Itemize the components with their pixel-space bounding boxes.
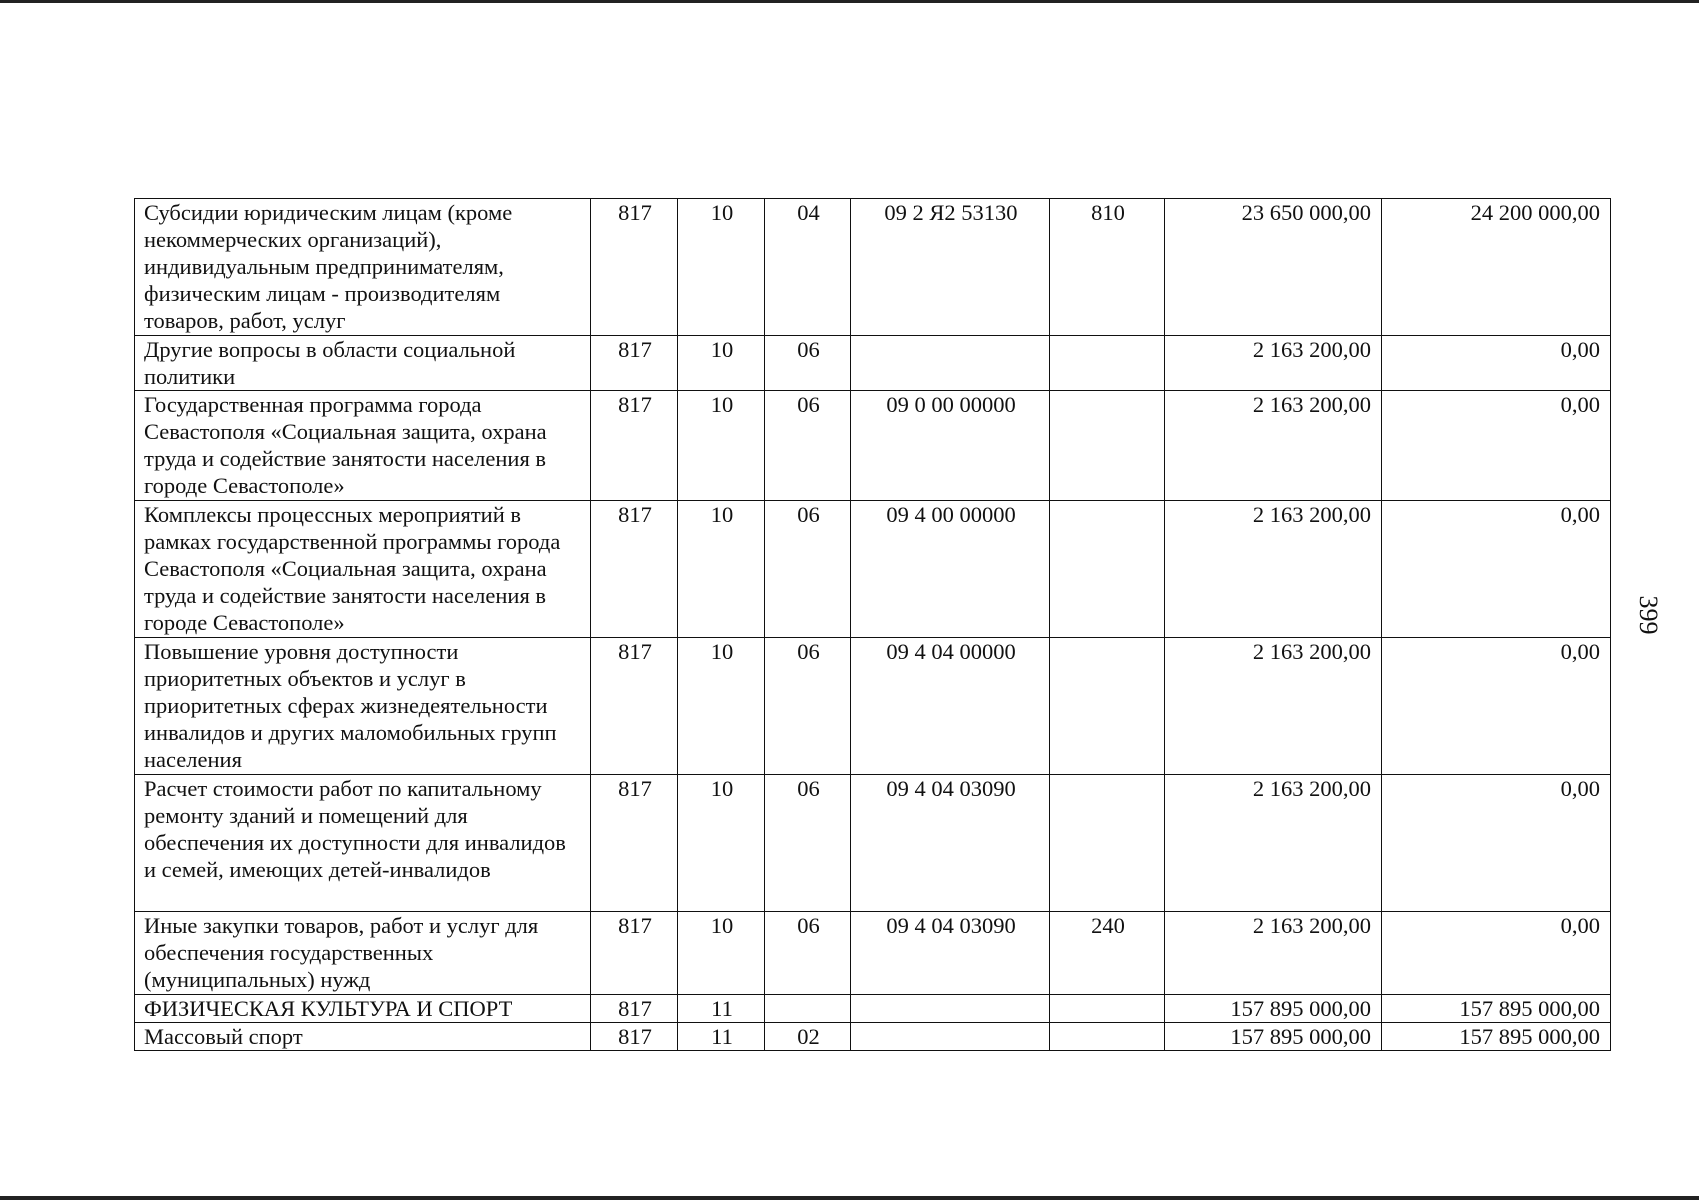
amount-1: 2 163 200,00	[1165, 912, 1382, 995]
table-row	[135, 336, 1611, 391]
ministry-code: 817	[591, 1023, 678, 1051]
ministry-code: 817	[591, 912, 678, 995]
ministry-code: 817	[591, 638, 678, 775]
budget-table	[134, 198, 1611, 1051]
row-name: Субсидии юридическим лицам (кроме некоммерческих организаций), индивидуальным предпринимателям, физическим лицам - производителям товаров, работ, услуг	[135, 199, 591, 336]
target-code: 09 4 04 00000	[851, 638, 1050, 775]
amount-1: 2 163 200,00	[1165, 638, 1382, 775]
row-name: Государственная программа города Севастополя «Социальная защита, охрана труда и содействие занятости населения в городе Севастополе»	[135, 391, 591, 501]
subsection-code: 02	[765, 1023, 851, 1051]
expense-type-code	[1050, 995, 1165, 1023]
scan-edge-top	[0, 0, 1699, 3]
ministry-code: 817	[591, 391, 678, 501]
section-code: 10	[678, 336, 765, 391]
section-code: 10	[678, 501, 765, 638]
expense-type-code	[1050, 1023, 1165, 1051]
expense-type-code	[1050, 775, 1165, 912]
table-row	[135, 912, 1611, 995]
amount-1: 2 163 200,00	[1165, 501, 1382, 638]
target-code	[851, 336, 1050, 391]
section-code: 10	[678, 391, 765, 501]
expense-type-code: 240	[1050, 912, 1165, 995]
expense-type-code	[1050, 336, 1165, 391]
expense-type-code: 810	[1050, 199, 1165, 336]
target-code	[851, 995, 1050, 1023]
target-code: 09 4 00 00000	[851, 501, 1050, 638]
page-number: 399	[1634, 595, 1663, 635]
expense-type-code	[1050, 638, 1165, 775]
section-code: 10	[678, 912, 765, 995]
amount-2: 157 895 000,00	[1382, 995, 1611, 1023]
amount-1: 23 650 000,00	[1165, 199, 1382, 336]
target-code: 09 2 Я2 53130	[851, 199, 1050, 336]
section-code: 10	[678, 638, 765, 775]
subsection-code: 04	[765, 199, 851, 336]
table-row	[135, 1023, 1611, 1051]
row-name: ФИЗИЧЕСКАЯ КУЛЬТУРА И СПОРТ	[135, 995, 591, 1023]
amount-2: 157 895 000,00	[1382, 1023, 1611, 1051]
amount-2: 0,00	[1382, 501, 1611, 638]
amount-1: 157 895 000,00	[1165, 1023, 1382, 1051]
amount-2: 0,00	[1382, 638, 1611, 775]
row-name: Комплексы процессных мероприятий в рамках государственной программы города Севастополя «Социальная защита, охрана труда и содействие занятости населения в городе Севастополе»	[135, 501, 591, 638]
expense-type-code	[1050, 391, 1165, 501]
amount-2: 0,00	[1382, 336, 1611, 391]
table-row	[135, 638, 1611, 775]
amount-2: 0,00	[1382, 775, 1611, 912]
row-name: Другие вопросы в области социальной политики	[135, 336, 591, 391]
subsection-code: 06	[765, 336, 851, 391]
ministry-code: 817	[591, 199, 678, 336]
row-name: Массовый спорт	[135, 1023, 591, 1051]
target-code: 09 4 04 03090	[851, 912, 1050, 995]
amount-2: 0,00	[1382, 912, 1611, 995]
subsection-code: 06	[765, 638, 851, 775]
subsection-code	[765, 995, 851, 1023]
amount-2: 24 200 000,00	[1382, 199, 1611, 336]
section-code: 10	[678, 775, 765, 912]
section-code: 11	[678, 995, 765, 1023]
subsection-code: 06	[765, 391, 851, 501]
amount-2: 0,00	[1382, 391, 1611, 501]
table-row	[135, 199, 1611, 336]
amount-1: 2 163 200,00	[1165, 391, 1382, 501]
table-row	[135, 391, 1611, 501]
section-code: 10	[678, 199, 765, 336]
ministry-code: 817	[591, 336, 678, 391]
amount-1: 2 163 200,00	[1165, 336, 1382, 391]
table-row	[135, 775, 1611, 912]
ministry-code: 817	[591, 995, 678, 1023]
subsection-code: 06	[765, 912, 851, 995]
section-code: 11	[678, 1023, 765, 1051]
expense-type-code	[1050, 501, 1165, 638]
subsection-code: 06	[765, 775, 851, 912]
row-name: Иные закупки товаров, работ и услуг для обеспечения государственных (муниципальных) нужд	[135, 912, 591, 995]
ministry-code: 817	[591, 501, 678, 638]
amount-1: 157 895 000,00	[1165, 995, 1382, 1023]
scan-edge-bottom	[0, 1196, 1699, 1200]
row-name: Расчет стоимости работ по капитальному ремонту зданий и помещений для обеспечения их доступности для инвалидов и семей, имеющих детей-инвалидов	[135, 775, 591, 912]
ministry-code: 817	[591, 775, 678, 912]
target-code: 09 0 00 00000	[851, 391, 1050, 501]
target-code	[851, 1023, 1050, 1051]
amount-1: 2 163 200,00	[1165, 775, 1382, 912]
target-code: 09 4 04 03090	[851, 775, 1050, 912]
table-row	[135, 501, 1611, 638]
row-name: Повышение уровня доступности приоритетных объектов и услуг в приоритетных сферах жизнедеятельности инвалидов и других маломобильных групп населения	[135, 638, 591, 775]
subsection-code: 06	[765, 501, 851, 638]
table-row	[135, 995, 1611, 1023]
